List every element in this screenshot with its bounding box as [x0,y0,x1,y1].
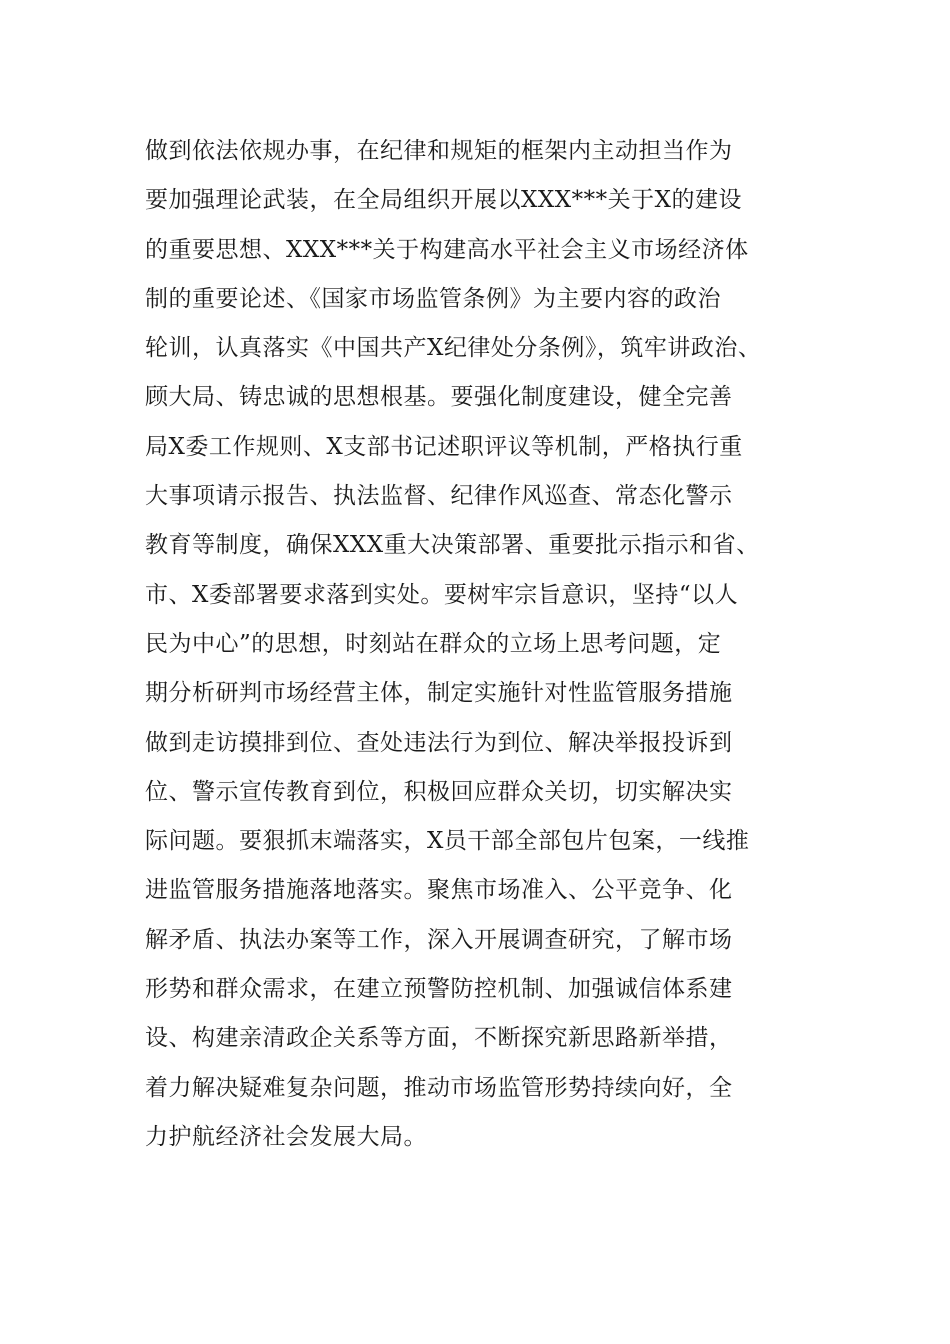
text-line: 顾大局、铸忠诚的思想根基。要强化制度建设，健全完善 [145,384,733,411]
text-line: 做到依法依规办事，在纪律和规矩的框架内主动担当作为 [145,138,733,164]
text-line: 制的重要论述、《国家市场监管条例》为主要内容的政治 [145,285,721,312]
text-line: 轮训，认真落实《中国共产X纪律处分条例》，筑牢讲政治、 [145,335,762,362]
text-line: 期分析研判市场经营主体，制定实施针对性监管服务措施 [145,680,733,707]
text-line: 市、X委部署要求落到实处。要树牢宗旨意识，坚持“以人 [145,581,739,608]
body-paragraph [145,127,825,1162]
text-line: 力护航经济社会发展大局。 [145,1123,427,1150]
text-line: 要加强理论武装，在全局组织开展以XXX***关于X的建设 [145,187,742,214]
text-line: 形势和群众需求，在建立预警防控机制、加强诚信体系建 [145,976,733,1003]
text-line: 教育等制度，确保XXX重大决策部署、重要批示指示和省、 [145,532,760,559]
text-line: 民为中心”的思想，时刻站在群众的立场上思考问题，定 [145,630,722,657]
text-line: 位、警示宣传教育到位，积极回应群众关切，切实解决实 [145,778,733,805]
text-line: 际问题。要狠抓末端落实，X员干部全部包片包案，一线推 [145,828,750,855]
text-line: 的重要思想、XXX***关于构建高水平社会主义市场经济体 [145,236,749,263]
text-line: 做到走访摸排到位、查处违法行为到位、解决举报投诉到 [145,729,733,756]
text-line: 局X委工作规则、X支部书记述职评议等机制，严格执行重 [145,433,743,460]
text-line: 着力解决疑难复杂问题，推动市场监管形势持续向好，全 [145,1074,733,1101]
text-line: 大事项请示报告、执法监督、纪律作风巡查、常态化警示 [145,483,733,510]
text-line: 设、构建亲清政企关系等方面，不断探究新思路新举措， [145,1025,733,1052]
text-line: 解矛盾、执法办案等工作，深入开展调查研究，了解市场 [145,926,733,953]
text-line: 进监管服务措施落地落实。聚焦市场准入、公平竞争、化 [145,877,733,904]
